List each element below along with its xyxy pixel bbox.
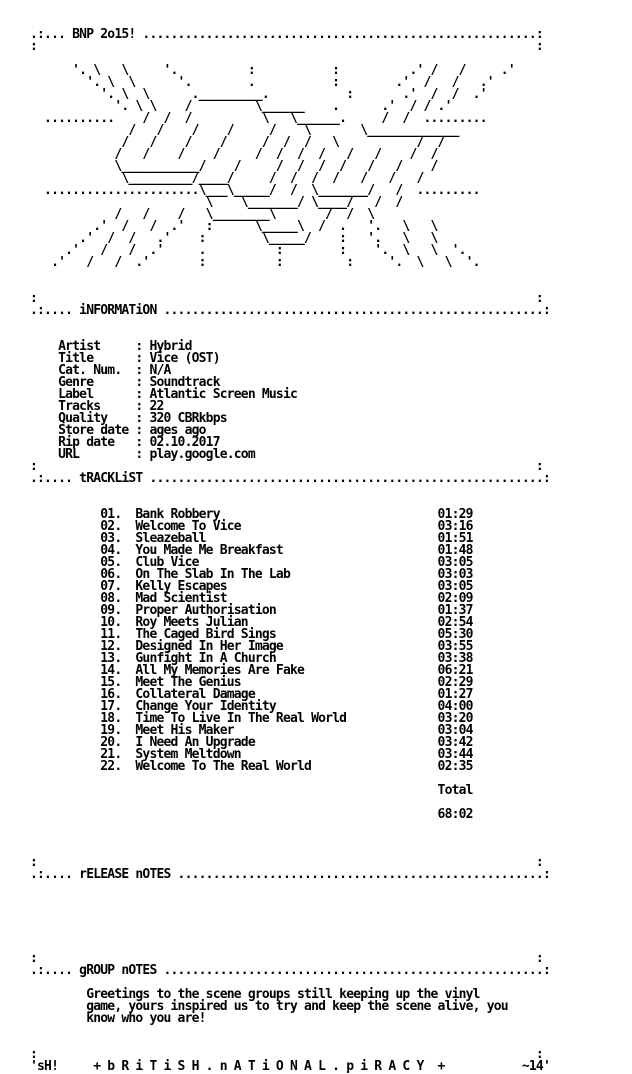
nfo-line: URL : play.google.com	[30, 447, 255, 462]
nfo-line: \___________/ / / / / / / / /	[30, 159, 438, 174]
nfo-line: 01. Bank Robbery 01:29	[30, 507, 473, 522]
nfo-line: 21. System Meltdown 03:44	[30, 747, 473, 762]
nfo-line: 02. Welcome To Vice 03:16	[30, 519, 473, 534]
nfo-line: .:... BNP 2o15! ........................................................:	[30, 27, 543, 42]
nfo-line: 'sH! + b R i T i S H . n A T i O N A L . p i R A C Y + ~14'	[30, 1059, 550, 1074]
nfo-line: .' / / .' : : : '. \ \ '.	[30, 255, 480, 270]
nfo-line: 17. Change Your Identity 04:00	[30, 699, 473, 714]
nfo-line: 22. Welcome To The Real World 02:35	[30, 759, 473, 774]
nfo-line: 07. Kelly Escapes 03:05	[30, 579, 473, 594]
nfo-line: '. \ \ '. . : .' / / .'	[30, 75, 494, 90]
nfo-line: : :	[30, 951, 543, 966]
nfo-line: 10. Roy Meets Julian 02:54	[30, 615, 473, 630]
nfo-line: : :	[30, 1047, 543, 1062]
nfo-line: Genre : Soundtrack	[30, 375, 220, 390]
nfo-line: Tracks : 22	[30, 399, 164, 414]
nfo-line: .......... / / / \ \______. / / .........	[30, 111, 487, 126]
nfo-line: '. \ \ '. : : .' / / .'	[30, 63, 515, 78]
nfo-line: game, yours inspired us to try and keep the scene alive, you	[30, 999, 508, 1014]
nfo-line: Quality : 320 CBRkbps	[30, 411, 227, 426]
nfo-line: .:.... gROUP nOTES ......................................................:	[30, 963, 550, 978]
nfo-line: : :	[30, 39, 543, 54]
nfo-line: 04. You Made Me Breakfast 01:48	[30, 543, 473, 558]
nfo-line: / / / / / / / / / / / /	[30, 147, 438, 162]
nfo-line: 68:02	[30, 807, 473, 822]
nfo-line: Title : Vice (OST)	[30, 351, 220, 366]
nfo-line: 19. Meet His Maker 03:04	[30, 723, 473, 738]
nfo-line: 13. Gunfight In A Church 03:38	[30, 651, 473, 666]
nfo-line: .:.... tRACKLiST ........................................................:	[30, 471, 550, 486]
nfo-line: 11. The Caged Bird Sings 05:30	[30, 627, 473, 642]
nfo-line: 12. Designed In Her Image 03:55	[30, 639, 473, 654]
nfo-line: .:.... iNFORMATiON ......................................................:	[30, 303, 550, 318]
nfo-line: Store date : ages ago	[30, 423, 206, 438]
nfo-line: 08. Mad Scientist 02:09	[30, 591, 473, 606]
nfo-line: Artist : Hybrid	[30, 339, 192, 354]
nfo-line: 16. Collateral Damage 01:27	[30, 687, 473, 702]
nfo-line: / / / \________\ / / \	[30, 207, 375, 222]
nfo-line: 18. Time To Live In The Real World 03:20	[30, 711, 473, 726]
nfo-line: / / / / / \ \_____________	[30, 123, 459, 138]
nfo-line: .:.... rELEASE nOTES ....................................................:	[30, 867, 550, 882]
nfo-line: .' / / .' : \_____/ : '. \ \	[30, 231, 438, 246]
nfo-line: Cat. Num. : N/A	[30, 363, 171, 378]
nfo-line: \ \_______/ \____/ / /	[30, 195, 403, 210]
nfo-line: : :	[30, 291, 543, 306]
nfo-line: 09. Proper Authorisation 01:37	[30, 603, 473, 618]
nfo-line: know who you are!	[30, 1011, 206, 1026]
nfo-line: Total	[30, 783, 473, 798]
nfo-line: ......................\___\_____/ / \_______/ / .........	[30, 183, 480, 198]
nfo-line: 03. Sleazeball 01:51	[30, 531, 473, 546]
nfo-line: : :	[30, 855, 543, 870]
nfo-line: '. \ \ ._________. : .' / / .'	[30, 87, 487, 102]
nfo-line: / / / / / / / \ / /	[30, 135, 445, 150]
nfo-line: 14. All My Memories Are Fake 06:21	[30, 663, 473, 678]
nfo-line: Rip date : 02.10.2017	[30, 435, 220, 450]
nfo-line: \_________/____/ / / / / / / /	[30, 171, 424, 186]
nfo-line: '. \ \ / \______ . .' / / .'	[30, 99, 452, 114]
nfo-text	[30, 17, 550, 1073]
nfo-line: 20. I Need An Upgrade 03:42	[30, 735, 473, 750]
nfo-line: 05. Club Vice 03:05	[30, 555, 473, 570]
nfo-line: 15. Meet The Genius 02:29	[30, 675, 473, 690]
nfo-line: Label : Atlantic Screen Music	[30, 387, 298, 402]
nfo-line: .' / / .' . : : '. \ \ '.	[30, 243, 466, 258]
nfo-line: .' / / .' : \_____\ / . '. \ \	[30, 219, 438, 234]
nfo-line: : :	[30, 459, 543, 474]
nfo-line: 06. On The Slab In The Lab 03:03	[30, 567, 473, 582]
nfo-line: Greetings to the scene groups still keeping up the vinyl	[30, 987, 480, 1002]
